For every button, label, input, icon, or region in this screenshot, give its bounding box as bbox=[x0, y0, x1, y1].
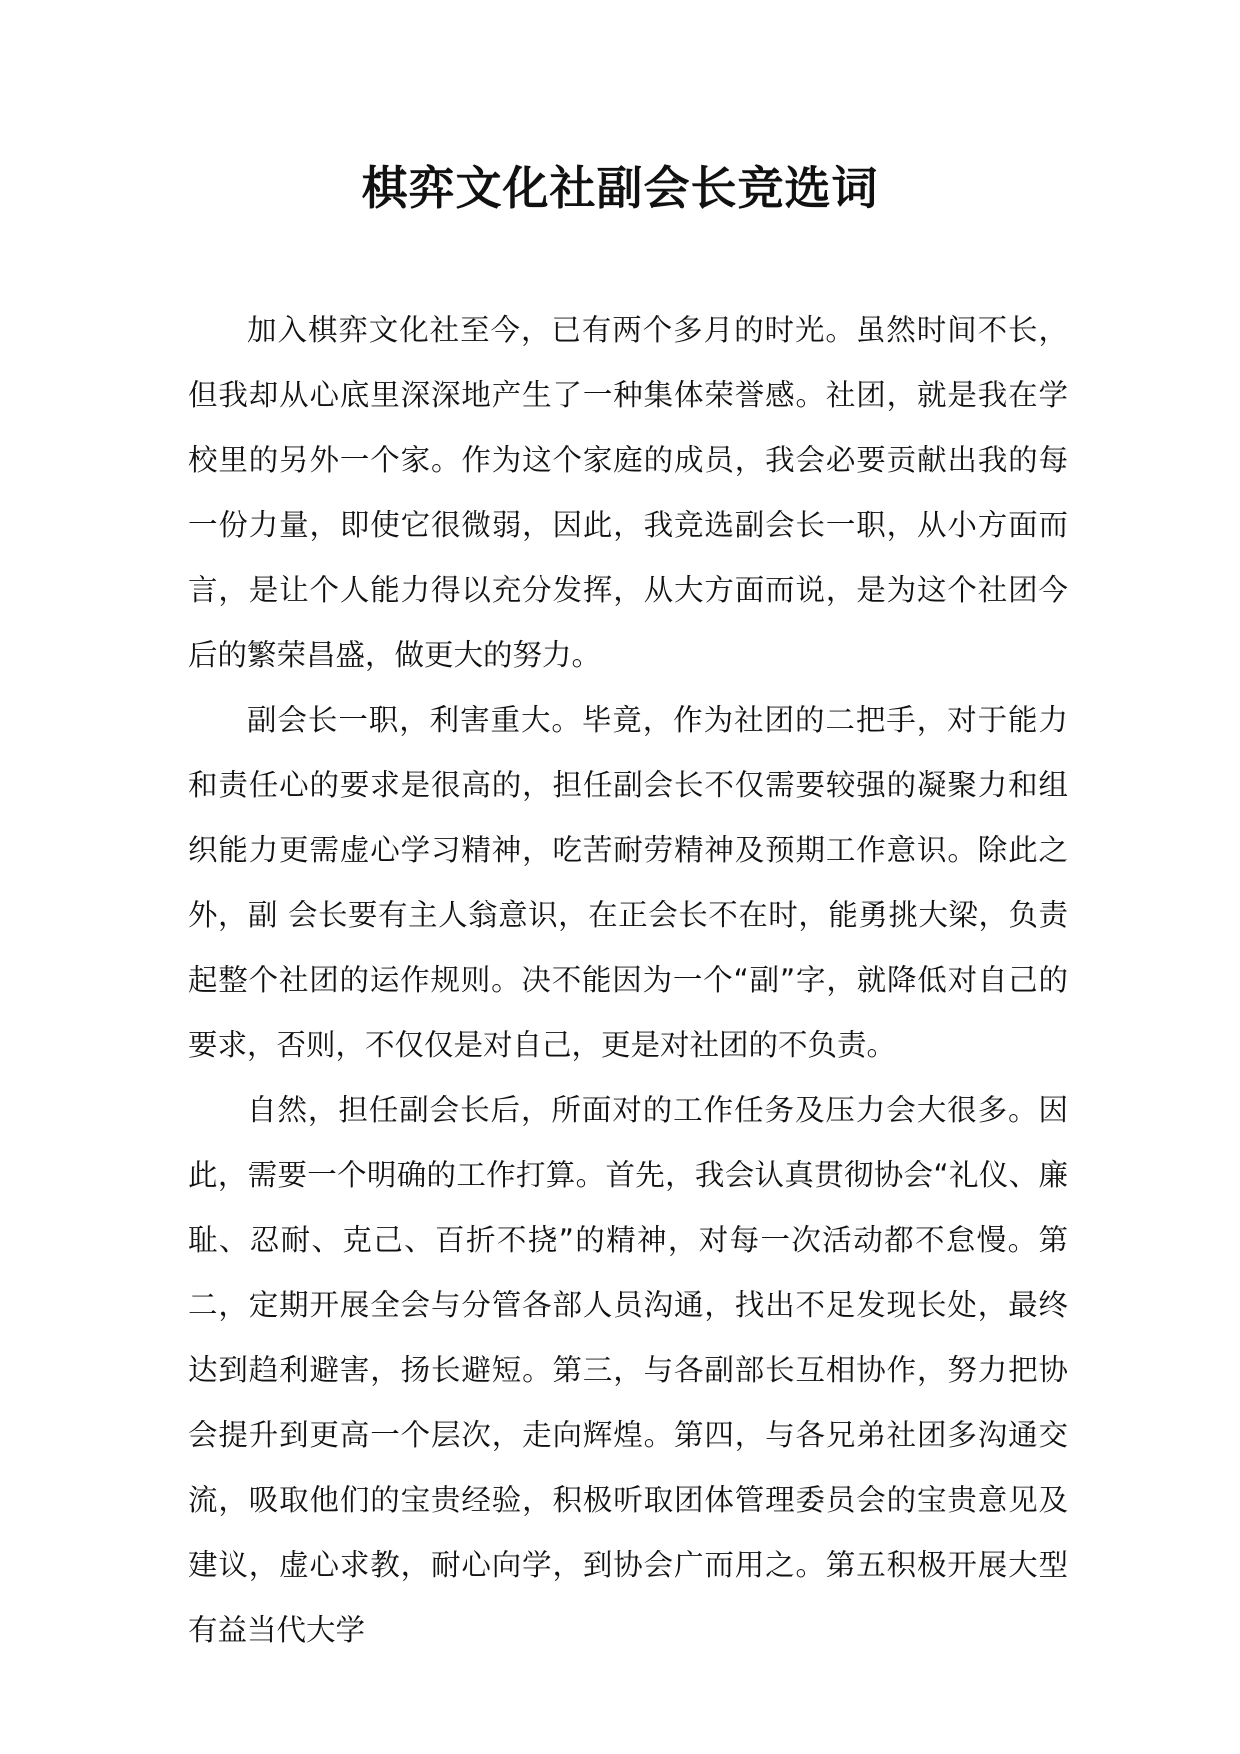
document-body bbox=[188, 298, 1068, 1663]
document-title: 棋弈文化社副会长竞选词 bbox=[361, 161, 879, 215]
paragraph-1: 加入棋弈文化社至今，已有两个多月的时光。虽然时间不长，但我却从心底里深深地产生了一种集体荣誉感。社团，就是我在学校里的另外一个家。作为这个家庭的成员，我会必要贡献出我的每一份力量，即使它很微弱，因此，我竞选副会长一职，从小方面而言，是让个人能力得以充分发挥，从大方面而说，是为这个社团今后的繁荣昌盛，做更大的努力。 bbox=[188, 313, 1068, 672]
paragraph-2: 副会长一职，利害重大。毕竟，作为社团的二把手，对于能力和责任心的要求是很高的，担任副会长不仅需要较强的凝聚力和组织能力更需虚心学习精神，吃苦耐劳精神及预期工作意识。除此之外，副 会长要有主人翁意识，在正会长不在时，能勇挑大梁，负责起整个社团的运作规则。决不能因为一个“副”字，就降低对自己的要求，否则，不仅仅是对自己，更是对社团的不负责。 bbox=[188, 703, 1068, 1062]
paragraph-3: 自然，担任副会长后，所面对的工作任务及压力会大很多。因此，需要一个明确的工作打算。首先，我会认真贯彻协会“礼仪、廉耻、忍耐、克己、百折不挠”的精神，对每一次活动都不怠慢。第二，定期开展全会与分管各部人员沟通，找出不足发现长处，最终达到趋利避害，扬长避短。第三，与各副部长互相协作，努力把协会提升到更高一个层次，走向辉煌。第四，与各兄弟社团多沟通交流，吸取他们的宝贵经验，积极听取团体管理委员会的宝贵意见及建议，虚心求教，耐心向学，到协会广而用之。第五积极开展大型有益当代大学 bbox=[188, 1093, 1068, 1647]
